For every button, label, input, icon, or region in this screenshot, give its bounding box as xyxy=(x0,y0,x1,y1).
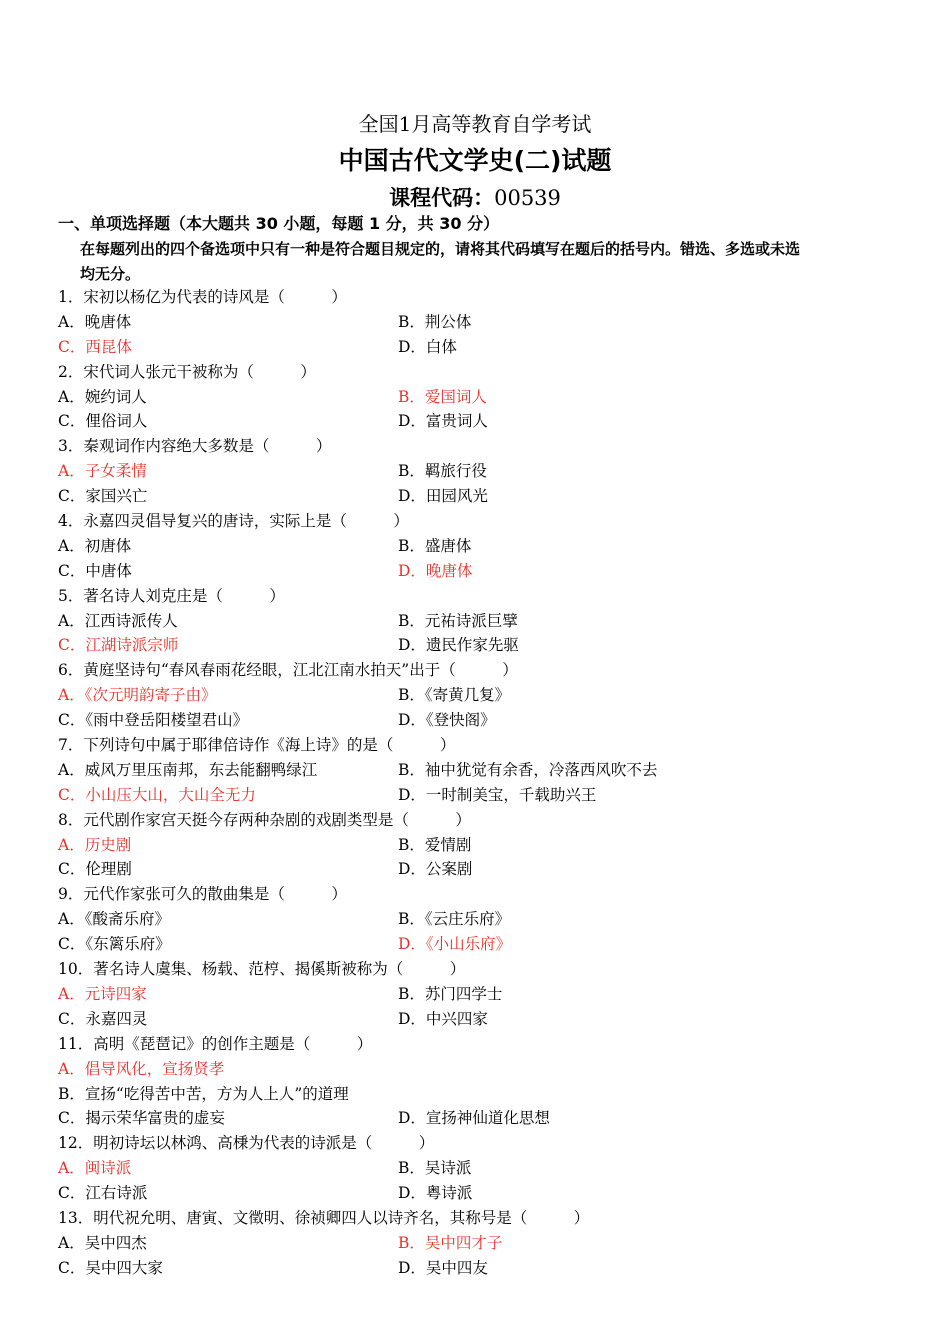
answer-option: A．倡导风化，宣扬贤孝 xyxy=(58,1059,225,1078)
answer-option: D．晚唐体 xyxy=(398,561,473,580)
option: C．中唐体 xyxy=(58,561,132,580)
course-code-label: 课程代码： xyxy=(389,186,495,210)
instruction-line-1: 在每题列出的四个备选项中只有一种是符合题目规定的，请将其代码填写在题后的括号内。错选、多选或未选 xyxy=(80,240,801,258)
option: D．粤诗派 xyxy=(398,1184,473,1203)
option: B．盛唐体 xyxy=(398,536,472,555)
answer-option: D．《小山乐府》 xyxy=(398,935,512,954)
answer-option: C．西昆体 xyxy=(58,337,132,356)
question-stem: 2．宋代词人张元干被称为（ ） xyxy=(58,362,316,381)
section-instruction xyxy=(58,237,894,287)
option-row xyxy=(58,385,918,410)
option-row xyxy=(58,1231,918,1256)
option: D．一时制美宝，千载助兴王 xyxy=(398,785,597,804)
option-row xyxy=(58,1057,918,1082)
section-title: 一、单项选择题（本大题共 30 小题，每题 1 分，共 30 分） xyxy=(58,214,500,233)
option-row xyxy=(58,633,918,658)
question-stem: 3．秦观词作内容绝大多数是（ ） xyxy=(58,437,332,456)
option-row xyxy=(58,1181,918,1206)
subject-title: 中国古代文学史(二)试题 xyxy=(338,146,612,175)
option-row xyxy=(58,683,918,708)
question-stem: 13．明代祝允明、唐寅、文徵明、徐祯卿四人以诗齐名，其称号是（ ） xyxy=(58,1208,590,1227)
option: D．白体 xyxy=(398,337,457,356)
option: D．宣扬神仙道化思想 xyxy=(398,1109,550,1128)
question-list xyxy=(58,285,918,1281)
option-row xyxy=(58,1106,918,1131)
option: A．江西诗派传人 xyxy=(58,611,178,630)
option: C．江右诗派 xyxy=(58,1184,148,1203)
option-row xyxy=(58,534,918,559)
option: D．田园风光 xyxy=(398,487,488,506)
option: B．爱情剧 xyxy=(398,835,472,854)
question-stem: 10．著名诗人虞集、杨载、范梈、揭傒斯被称为（ ） xyxy=(58,960,466,979)
option-row xyxy=(58,335,918,360)
option: A．威风万里压南邦，东去能翻鸭绿江 xyxy=(58,760,318,779)
option: A．婉约词人 xyxy=(58,387,147,406)
option: C．伦理剧 xyxy=(58,860,132,879)
answer-option: A．《次元明韵寄子由》 xyxy=(58,686,217,705)
option-row xyxy=(58,1082,918,1107)
option: A．吴中四杰 xyxy=(58,1233,147,1252)
option: C．揭示荣华富贵的虚妄 xyxy=(58,1109,225,1128)
option: B．《云庄乐府》 xyxy=(398,910,511,929)
option-row xyxy=(58,1007,918,1032)
option-row xyxy=(58,1156,918,1181)
answer-option: B．吴中四才子 xyxy=(398,1233,503,1252)
course-code xyxy=(0,183,950,213)
question-stem: 8．元代剧作家宫天挺今存两种杂剧的戏剧类型是（ ） xyxy=(58,810,471,829)
option: B．荆公体 xyxy=(398,312,472,331)
option: A．晚唐体 xyxy=(58,312,132,331)
answer-option: A．闽诗派 xyxy=(58,1159,132,1178)
option-row xyxy=(58,1256,918,1281)
exam-title: 全国1月高等教育自学考试 xyxy=(358,112,592,136)
option-row xyxy=(58,609,918,634)
option: D．遗民作家先驱 xyxy=(398,636,519,655)
option-row xyxy=(58,708,918,733)
question-stem: 11．高明《琵琶记》的创作主题是（ ） xyxy=(58,1034,373,1053)
option: D．《登快阁》 xyxy=(398,711,496,730)
option: C．《雨中登岳阳楼望君山》 xyxy=(58,711,249,730)
option-row xyxy=(58,459,918,484)
option-row xyxy=(58,484,918,509)
option: D．中兴四家 xyxy=(398,1009,488,1028)
answer-option: A．元诗四家 xyxy=(58,984,147,1003)
option-row xyxy=(58,982,918,1007)
option-row xyxy=(58,932,918,957)
option: D．吴中四友 xyxy=(398,1258,488,1277)
option: C．俚俗词人 xyxy=(58,412,148,431)
option-row xyxy=(58,758,918,783)
option: C．永嘉四灵 xyxy=(58,1009,148,1028)
option: B．吴诗派 xyxy=(398,1159,472,1178)
option-row xyxy=(58,559,918,584)
option: B．元祐诗派巨擘 xyxy=(398,611,518,630)
option: D．富贵词人 xyxy=(398,412,488,431)
option: C．《东篱乐府》 xyxy=(58,935,171,954)
option: B．袖中犹觉有余香，冷落西风吹不去 xyxy=(398,760,658,779)
question-stem: 6．黄庭坚诗句“春风春雨花经眼，江北江南水拍天”出于（ ） xyxy=(58,661,518,680)
option-row xyxy=(58,783,918,808)
answer-option: A．历史剧 xyxy=(58,835,132,854)
option: B．苏门四学士 xyxy=(398,984,503,1003)
option: B．羁旅行役 xyxy=(398,462,487,481)
answer-option: C．江湖诗派宗师 xyxy=(58,636,179,655)
instruction-line-2: 均无分。 xyxy=(80,265,141,283)
course-code-value: 00539 xyxy=(494,186,561,210)
answer-option: A．子女柔情 xyxy=(58,462,147,481)
option: D．公案剧 xyxy=(398,860,473,879)
question-stem: 12．明初诗坛以林鸿、高棅为代表的诗派是（ ） xyxy=(58,1134,435,1153)
option-row xyxy=(58,310,918,335)
question-stem: 5．著名诗人刘克庄是（ ） xyxy=(58,586,285,605)
question-stem: 4．永嘉四灵倡导复兴的唐诗，实际上是（ ） xyxy=(58,512,409,531)
answer-option: C．小山压大山，大山全无力 xyxy=(58,785,256,804)
option: C．吴中四大家 xyxy=(58,1258,163,1277)
option: C．家国兴亡 xyxy=(58,487,148,506)
option: B．《寄黄几复》 xyxy=(398,686,511,705)
option-row xyxy=(58,833,918,858)
option: B．宣扬“吃得苦中苦，方为人上人”的道理 xyxy=(58,1084,349,1103)
question-stem: 7．下列诗句中属于耶律倍诗作《海上诗》的是（ ） xyxy=(58,736,456,755)
answer-option: B．爱国词人 xyxy=(398,387,487,406)
option-row xyxy=(58,857,918,882)
option-row xyxy=(58,409,918,434)
option: A．初唐体 xyxy=(58,536,132,555)
option-row xyxy=(58,907,918,932)
question-stem: 9．元代作家张可久的散曲集是（ ） xyxy=(58,885,347,904)
question-stem: 1．宋初以杨亿为代表的诗风是（ ） xyxy=(58,288,347,306)
option: A．《酸斋乐府》 xyxy=(58,910,170,929)
